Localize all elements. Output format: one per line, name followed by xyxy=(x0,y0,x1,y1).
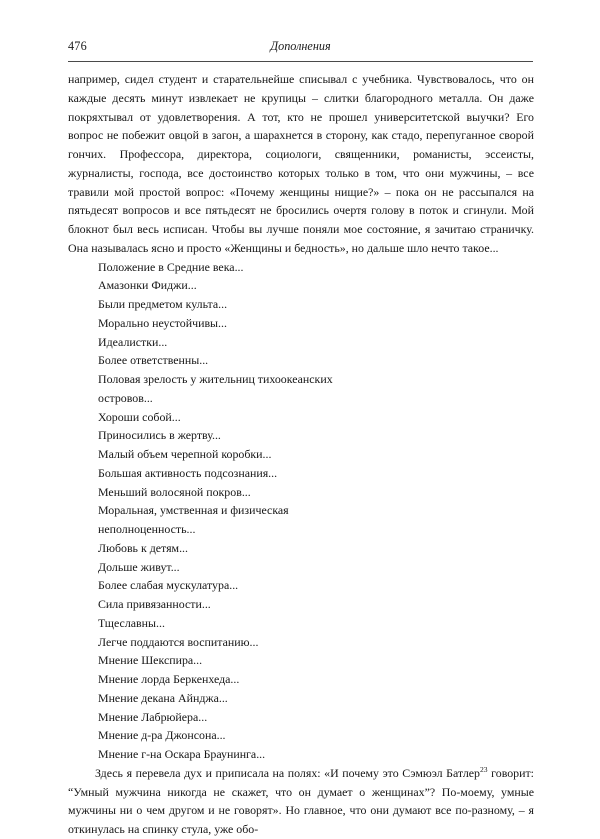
list-item-line: Приносились в жертву... xyxy=(98,428,221,443)
paragraph-final-part1: Здесь я перевела дух и приписала на полях: «И почему это Сэмюэл Батлер xyxy=(95,765,480,780)
paragraph-final-part2: говорит: “Умный мужчина никогда не скажет, что он думает о женщинах”? По-моему, умные мужчины ни о чем другом и не говорят». Но главное, что они думают все по-разному, – я откинулась на спинку стула, уже обо- xyxy=(68,765,534,836)
list-item xyxy=(68,633,534,652)
list-item xyxy=(68,426,534,445)
list-item-line: Любовь к детям... xyxy=(98,540,188,555)
list-item xyxy=(68,708,534,727)
list-item-line: Тщеславны... xyxy=(98,615,165,630)
list-item xyxy=(68,558,534,577)
list-item xyxy=(68,445,534,464)
catchword-list xyxy=(68,258,534,764)
running-head xyxy=(68,38,533,56)
list-item-line: Легче поддаются воспитанию... xyxy=(98,634,259,649)
list-item-line: Положение в Средние века... xyxy=(98,259,244,274)
page-number: 476 xyxy=(68,39,87,53)
list-item xyxy=(68,408,534,427)
list-item xyxy=(68,745,534,764)
list-item-line: Хороши собой... xyxy=(98,409,181,424)
list-item-line: Были предметом культа... xyxy=(98,297,228,311)
list-item xyxy=(68,276,534,295)
list-item-line: Большая активность подсознания... xyxy=(98,465,278,480)
list-item xyxy=(68,539,534,558)
list-item-line: Амазонки Фиджи... xyxy=(98,278,197,293)
list-item xyxy=(68,689,534,708)
running-title: Дополнения xyxy=(270,39,331,53)
list-item xyxy=(68,314,534,333)
list-item-line: Малый объем черепной коробки... xyxy=(98,447,272,461)
list-item xyxy=(68,483,534,502)
list-item xyxy=(68,295,534,314)
list-item-line: Мнение декана Айнджа... xyxy=(98,690,228,705)
list-item xyxy=(68,651,534,670)
list-item-line: Моральная, умственная и физическая xyxy=(98,503,289,518)
list-item xyxy=(68,333,534,352)
text-block xyxy=(68,70,534,839)
list-item-line: Идеалистки... xyxy=(98,334,168,349)
list-item xyxy=(68,576,534,595)
list-item-line: Мнение Лабрюйера... xyxy=(98,709,208,724)
list-item-line: Мнение д-ра Джонсона... xyxy=(98,728,226,743)
list-item xyxy=(68,464,534,483)
paragraph-continued: например, сидел студент и старательнейше списывал с учебника. Чувствовалось, что он каждые десять минут извлекает не крупицы – слитки благородного металла. Он даже покряхтывал от удовлетворения. А тот, кто не прошел университетской выучки? Его вопрос не побежит овцой в загон, а шарахнется в сторону, как стадо, перепуганное сворой гончих. Профессора, директора, социологи, священники, романисты, эссеисты, журналисты, господа, все достоинство которых только в том, что они мужчины, – все травили мой простой вопрос: «Почему женщины нищие?» – пока он не рассыпался на пятьдесят вопросов и все пятьдесят не бросились очертя голову в поток и сгинули. Мой блокнот был весь исписан. Чтобы вы лучше поняли мое состояние, я зачитаю страничку. Она называлась ясно и просто «Женщины и бедность», но дальше шло нечто такое... xyxy=(68,72,534,255)
list-item xyxy=(68,614,534,633)
list-item-line: Дольше живут... xyxy=(98,559,180,574)
list-item-line: Половая зрелость у жительниц тихоокеанских xyxy=(98,372,333,386)
list-item-line: Более ответственны... xyxy=(98,353,209,368)
list-item-line-wrapped: островов... xyxy=(98,390,153,405)
list-item xyxy=(68,726,534,745)
header-rule xyxy=(68,61,533,62)
list-item xyxy=(68,670,534,689)
list-item-line: Сила привязанности... xyxy=(98,597,211,611)
list-item-line: Морально неустойчивы... xyxy=(98,315,227,330)
list-item xyxy=(68,370,534,408)
list-item-line: Меньший волосяной покров... xyxy=(98,484,251,499)
list-item-line: Мнение Шекспира... xyxy=(98,653,203,668)
list-item xyxy=(68,501,534,539)
list-item-line-wrapped: неполноценность... xyxy=(98,522,196,536)
list-item xyxy=(68,595,534,614)
footnote-reference: 23 xyxy=(480,764,488,774)
paragraph-final xyxy=(68,764,534,839)
list-item xyxy=(68,351,534,370)
list-item-line: Мнение г-на Оскара Браунинга... xyxy=(98,747,266,761)
list-item xyxy=(68,258,534,277)
list-item-line: Более слабая мускулатура... xyxy=(98,578,239,593)
list-item-line: Мнение лорда Беркенхеда... xyxy=(98,672,240,686)
